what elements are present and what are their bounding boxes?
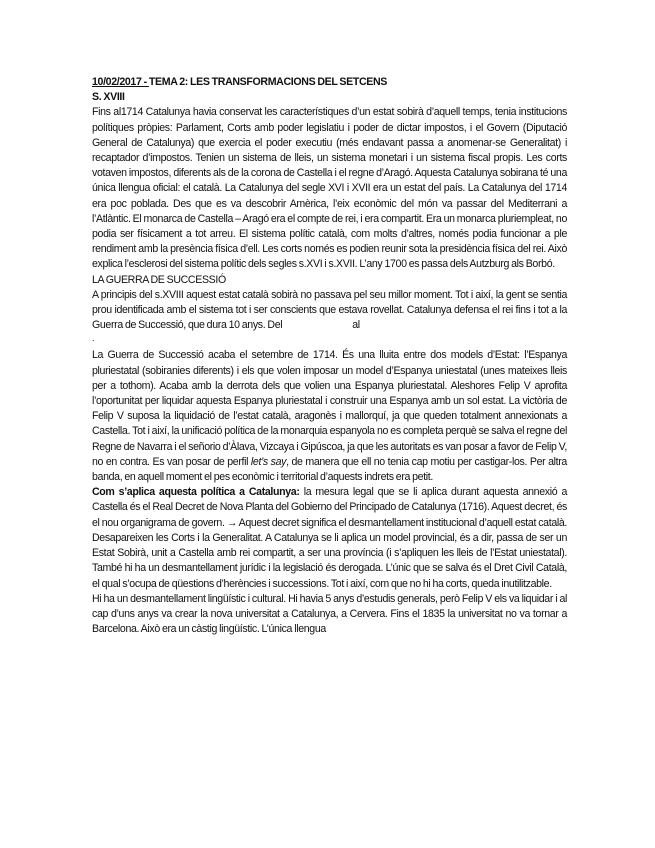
stray-dot: . xyxy=(92,333,95,344)
title-date: 10/02/2017 - xyxy=(92,76,149,88)
paragraph-2 xyxy=(92,288,567,334)
document-body xyxy=(92,75,567,637)
paragraph-2-text: A principis del s.XVIII aquest estat català sobirà no passava pel seu millor moment. Tot i així, la gent se sentia prou identificada amb el sistema tot i ser conscients que estava rovellat. Catalunya defensa el rei fins i tot a la Guerra de Successió, que dura 10 anys. Del xyxy=(92,288,567,332)
section-heading-sxviii: S. XVIII xyxy=(92,91,125,104)
section-heading-guerra: LA GUERRA DE SUCCESSIÓ xyxy=(92,273,226,286)
arrow-icon: → xyxy=(226,516,237,529)
paragraph-5: Hi ha un desmantellament lingüístic i cultural. Hi havia 5 anys d’estudis generals, però Felip V els va liquidar i al cap d’uns anys va crear la nova universitat a Catalunya, a Cervera. Fins el 1835 la universitat no va tornar a Barcelona. Això era un càstig lingüístic. L’única llengua xyxy=(92,592,567,636)
paragraph-1: Fins al1714 Catalunya havia conservat les característiques d’un estat sobirà d’aquell temps, tenia institucions polítiques pròpies: Parlament, Corts amb poder legislatiu i poder de dictar impostos, i el Govern (Diputació General de Catalunya) que exercia el poder executiu (més endavant passa a anomenar-se Generalitat) i recaptador d’impostos. Tenien un sistema de lleis, un sistema monetari i un sistema fiscal propis. Les corts votaven impostos, diferents als de la corona de Castella i el regne d’Aragó. Aquesta Catalunya sobirana té una única llengua oficial: el català. La Catalunya del segle XVI i XVII era un estat del país. La Catalunya del 1714 era poc poblada. Des que es va descobrir Amèrica, l’eix econòmic del món va passar del Mediterrani a l’Atlàntic. El monarca de Castella – Aragó era el compte de rei, i era compartit. Era un monarca pluriempleat, no podia ser físicament a tot arreu. El sistema polític català, com molts d’altres, només podia funcionar a ple rendiment amb la presència física d’ell. Les corts només es podien reunir sota la presidència física del rei. Això explica l’esclerosi del sistema polític dels segles s.XVI i s.XVII. L’any 1700 es passa dels Autzburg als Borbó. xyxy=(92,106,567,271)
paragraph-3-italic: let’s say xyxy=(250,455,287,468)
title-text: TEMA 2: LES TRANSFORMACIONS DEL SETCENS xyxy=(148,76,388,88)
paragraph-4-text: la mesura legal que se li aplica durant aquesta annexió a Castella és el Real Decret de Nova Planta del Gobierno del Principado de Catalunya (1716). Aquest decret, és el nou organigrama de govern. xyxy=(92,486,567,529)
paragraph-4 xyxy=(92,485,567,591)
paragraph-4-lead: Com s’aplica aquesta política a Catalunya: xyxy=(92,486,300,499)
paragraph-4-text-end: Aquest decret significa el desmantellament institucional d’aquell estat català. Desapareixen les Corts i la Generalitat. A Catalunya se li aplica un model provincial, és a dir, passa de ser un Estat Sobirà, unit a Castella amb rei compartit, a ser una província (i s’apliquen les lleis de l’Estat uniestatal). També hi ha un desmantellament jurídic i la legislació és derogada. L’únic que se salva és el Dret Civil Català, el qual s’ocupa de qüestions d’herències i successions. Tot i així, com que no hi ha corts, queda inutilitzable. xyxy=(92,516,567,590)
paragraph-3-text-end: , de manera que ell no tenia cap motiu per castigar-los. Per altra banda, en aquell moment el pes econòmic i territorial d’aquests indrets era petit. xyxy=(92,455,567,484)
paragraph-2-tail: al xyxy=(352,319,360,332)
page-title xyxy=(92,75,567,90)
paragraph-3-text: La Guerra de Successió acaba el setembre de 1714. És una lluita entre dos models d’Estat: l’Espanya pluriestatal (sobiranies diferents) i els que volen imposar un model d’Espanya uniestatal (unes mateixes lleis per a tothom). Acaba amb la derrota dels que volien una Espanya pluriestatal. Aleshores Felip V aprofita l’oportunitat per liquidar aquesta Espanya pluriestatal i construir una Espanya amb un sol estat. La victòria de Felip V suposa la liquidació de l’estat català, aragonès i mallorquí, ja que queden totalment annexionats a Castella. Tot i així, la unificació política de la monarquia espanyola no es completa perquè se salva el regne del Regne de Navarra i el señorio d’Àlava, Vizcaya i Gipúscoa, ja que les autoritats es van posar a favor de Felip V, no en contra. Es van posar de perfil xyxy=(92,349,567,468)
paragraph-3 xyxy=(92,348,567,485)
